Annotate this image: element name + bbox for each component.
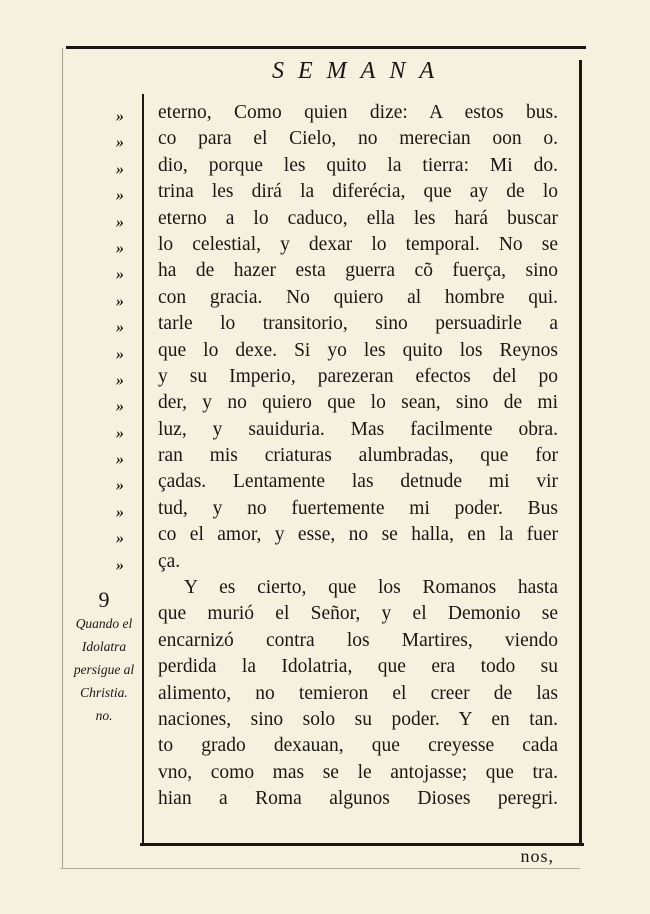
text-line: perdida la Idolatria, que era todo su <box>158 656 558 678</box>
text-line: co para el Cielo, no merecian oon o. <box>158 128 558 150</box>
quote-mark: » <box>116 239 124 257</box>
running-head: SEMANA <box>272 58 448 84</box>
paragraph-first-line: Y es cierto, que los Romanos hasta <box>184 577 558 599</box>
margin-gloss <box>66 612 142 727</box>
margin-gloss-line: no. <box>95 708 113 723</box>
quote-mark: » <box>116 371 124 389</box>
margin-note <box>66 588 142 727</box>
text-line: naciones, sino solo su poder. Y en tan. <box>158 708 558 730</box>
quote-mark: » <box>116 345 124 363</box>
text-line: dio, porque les quito la tierra: Mi do. <box>158 154 558 176</box>
quote-mark: » <box>116 530 124 548</box>
text-line: tarle lo transitorio, sino persuadirle a <box>158 313 558 335</box>
text-line: co el amor, y esse, no se halla, en la fuer <box>158 524 558 546</box>
text-line: y su Imperio, parezeran efectos del po <box>158 365 558 387</box>
text-line: eterno a lo caduco, ella les hará buscar <box>158 207 558 229</box>
quote-mark: » <box>116 213 124 231</box>
quote-mark: » <box>116 556 124 574</box>
text-line: eterno, Como quien dize: A estos bus. <box>158 102 558 123</box>
quote-mark: » <box>116 266 124 284</box>
page-edge-bottom <box>60 868 580 869</box>
frame-rule-bottom <box>140 843 584 846</box>
quote-mark: » <box>116 292 124 310</box>
body-text <box>158 100 558 813</box>
quote-mark: » <box>116 160 124 178</box>
frame-rule-right <box>579 60 582 846</box>
page-edge-left <box>62 48 63 868</box>
text-line: ça. <box>158 550 181 572</box>
text-line: to grado dexauan, que creyesse cada <box>158 735 558 757</box>
quote-mark: » <box>116 398 124 416</box>
text-line: que murió el Señor, y el Demonio se <box>158 603 558 625</box>
quote-mark: » <box>116 451 124 469</box>
text-line: çadas. Lentamente las detnude mi vir <box>158 471 558 493</box>
quote-mark: » <box>116 319 124 337</box>
margin-gloss-line: Quando el <box>75 616 133 631</box>
text-line: der, y no quiero que lo sean, sino de mi <box>158 392 558 414</box>
catchword: nos, <box>520 846 554 866</box>
quotation-marks-column <box>116 104 144 579</box>
text-line: ha de hazer esta guerra cõ fuerça, sino <box>158 260 558 282</box>
text-line: vno, como mas se le antojasse; que tra. <box>158 761 558 783</box>
text-line: trina les dirá la diferécia, que ay de lo <box>158 181 558 203</box>
text-line: ran mis criaturas alumbradas, que for <box>158 445 558 467</box>
quote-mark: » <box>116 187 124 205</box>
margin-gloss-line: Idolatra <box>81 639 127 654</box>
text-line: lo celestial, y dexar lo temporal. No se <box>158 233 558 255</box>
text-line: hian a Roma algunos Dioses peregri. <box>158 788 558 810</box>
quote-mark: » <box>116 503 124 521</box>
margin-gloss-line: persigue al <box>73 662 135 677</box>
quote-mark: » <box>116 134 124 152</box>
frame-rule-top <box>66 46 586 49</box>
text-line: con gracia. No quiero al hombre qui. <box>158 286 558 308</box>
text-line: que lo dexe. Si yo les quito los Reynos <box>158 339 558 361</box>
text-line: encarnizó contra los Martires, viendo <box>158 629 558 651</box>
text-line: tud, y no fuertemente mi poder. Bus <box>158 497 558 519</box>
quote-mark: » <box>116 477 124 495</box>
margin-gloss-line: Christia. <box>80 685 128 700</box>
quote-mark: » <box>116 424 124 442</box>
margin-note-number: 9 <box>98 587 110 612</box>
text-line: alimento, no temieron el creer de las <box>158 682 558 704</box>
quote-mark: » <box>116 108 124 125</box>
text-line: luz, y sauiduria. Mas facilmente obra. <box>158 418 558 440</box>
